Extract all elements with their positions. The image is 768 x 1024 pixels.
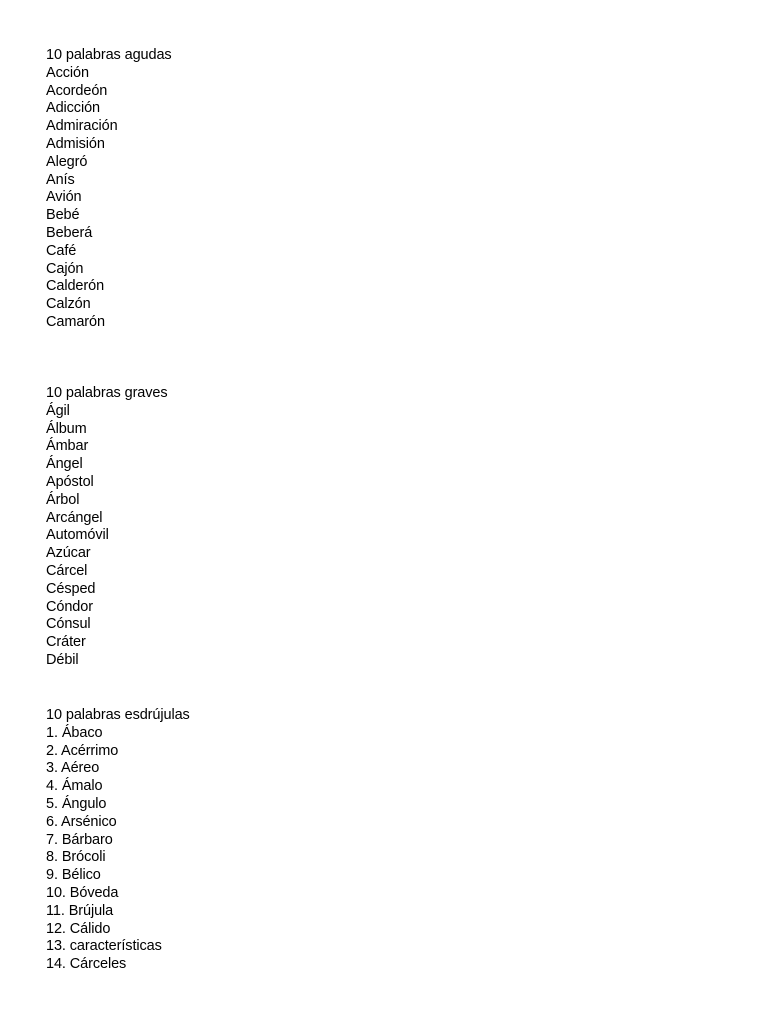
word-item: Azúcar <box>46 545 91 562</box>
word-item: 12. Cálido <box>46 920 111 937</box>
word-item: Cónsul <box>46 616 91 633</box>
section-agudas <box>46 47 172 332</box>
word-item: Avión <box>46 189 82 206</box>
word-item: 9. Bélico <box>46 867 101 884</box>
word-item: Álbum <box>46 420 87 437</box>
word-item: Cárcel <box>46 562 88 579</box>
word-item: Acordeón <box>46 82 108 99</box>
word-item: Anís <box>46 171 75 188</box>
word-item: 5. Ángulo <box>46 795 107 812</box>
word-item: 3. Aéreo <box>46 760 100 777</box>
section-heading: 10 palabras graves <box>46 385 168 401</box>
word-item: Ángel <box>46 456 83 473</box>
word-item: Arcángel <box>46 509 103 526</box>
word-item: Ámbar <box>46 438 89 455</box>
word-item: Ágil <box>46 402 70 419</box>
word-item: 11. Brújula <box>46 902 114 919</box>
word-item: Admiración <box>46 118 118 135</box>
word-item: 1. Ábaco <box>46 724 103 741</box>
word-item: Automóvil <box>46 527 109 544</box>
section-esdrujulas <box>46 707 190 974</box>
word-item: Camarón <box>46 313 105 330</box>
word-item: Café <box>46 242 77 259</box>
section-graves <box>46 385 168 670</box>
word-item: 2. Acérrimo <box>46 742 119 759</box>
word-item: 8. Brócoli <box>46 849 106 866</box>
word-item: Calzón <box>46 296 91 313</box>
word-item: Calderón <box>46 278 105 295</box>
section-heading: 10 palabras agudas <box>46 47 172 63</box>
word-item: Adicción <box>46 100 101 117</box>
word-item: 7. Bárbaro <box>46 831 113 848</box>
word-item: 10. Bóveda <box>46 884 119 901</box>
word-item: Apóstol <box>46 473 94 490</box>
word-item: Beberá <box>46 224 93 241</box>
word-item: Bebé <box>46 207 80 224</box>
word-item: Admisión <box>46 135 105 152</box>
word-item: Débil <box>46 651 79 668</box>
word-item: Cráter <box>46 634 86 651</box>
word-item: Césped <box>46 580 96 597</box>
section-heading: 10 palabras esdrújulas <box>46 707 190 723</box>
word-item: Cajón <box>46 260 84 277</box>
word-item: Árbol <box>46 491 80 508</box>
word-item: Acción <box>46 64 89 81</box>
word-item: Cóndor <box>46 598 93 615</box>
word-item: 14. Cárceles <box>46 956 127 973</box>
word-item: 4. Ámalo <box>46 778 103 795</box>
word-item: 6. Arsénico <box>46 813 117 830</box>
word-item: Alegró <box>46 153 88 170</box>
word-item: 13. características <box>46 938 162 955</box>
